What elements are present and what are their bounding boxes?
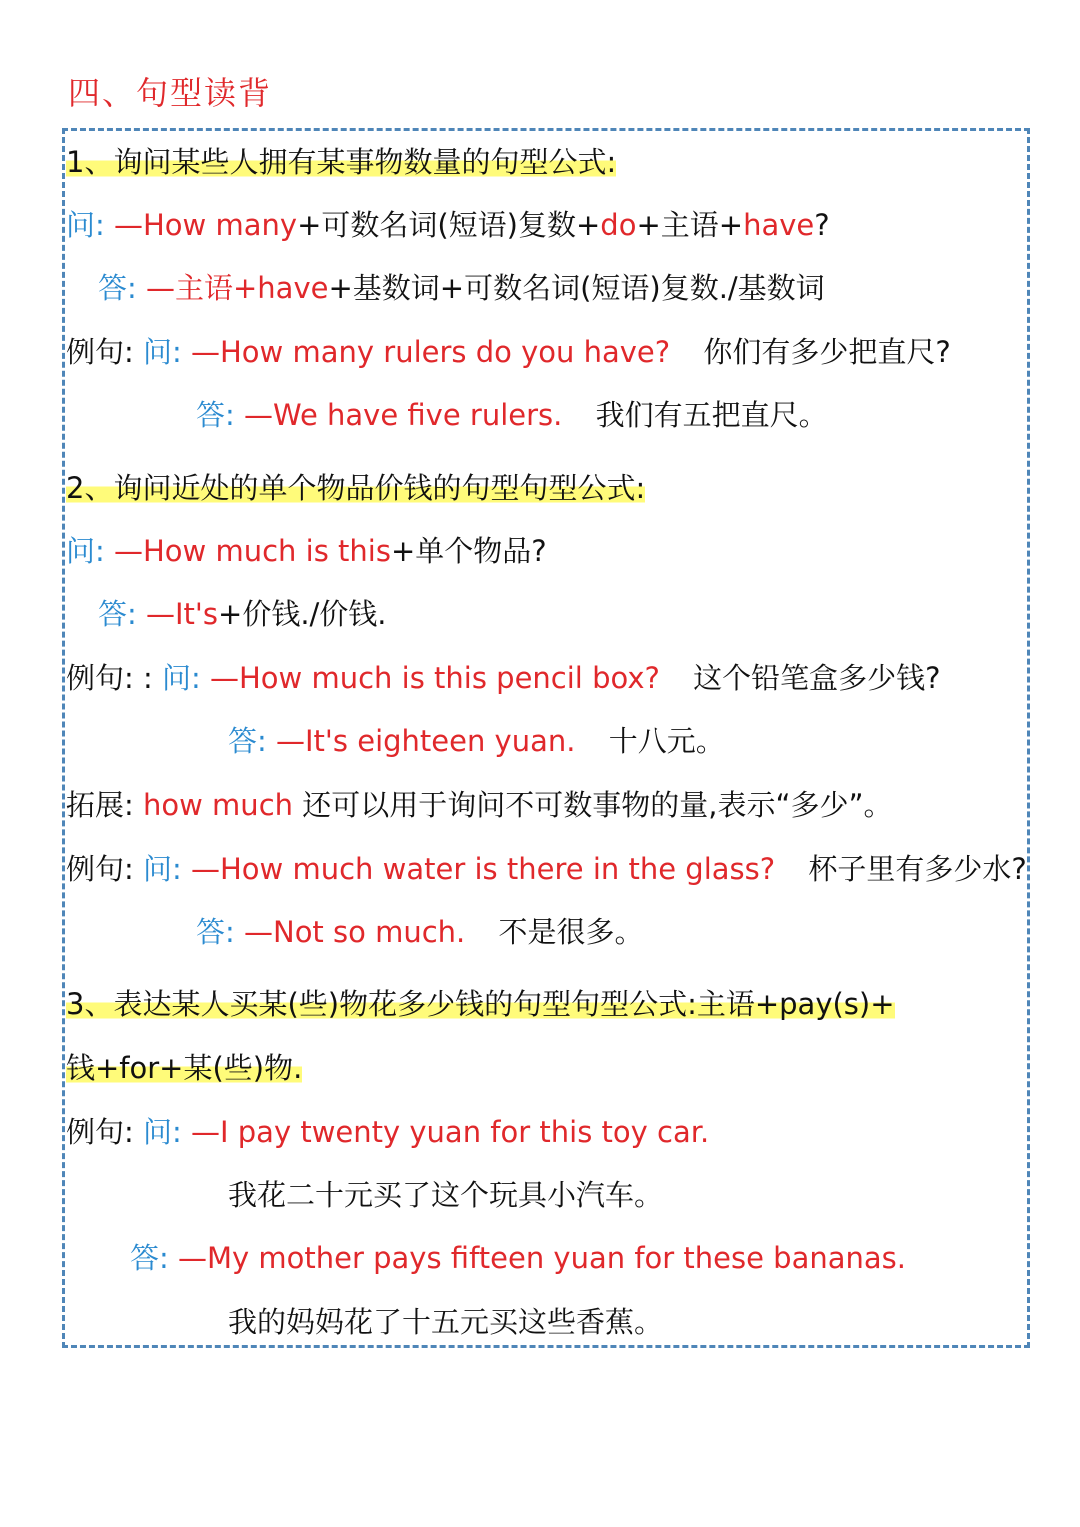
s1-answer-formula xyxy=(98,268,825,308)
s1-example-question xyxy=(66,332,951,372)
s1-ex-label: 例句: xyxy=(66,335,134,369)
s1-example-answer xyxy=(196,395,828,435)
s2-example2-question xyxy=(66,849,1027,889)
s1-q-part-3: +主语+ xyxy=(636,208,744,242)
s1-q-part-4: have xyxy=(743,208,815,242)
s2-ex2-q-cn: 杯子里有多少水? xyxy=(808,852,1027,886)
s3-example-answer xyxy=(130,1238,906,1278)
s3-example-question xyxy=(66,1112,709,1152)
s2-ex2-q-en: —How much water is there in the glass? xyxy=(191,852,776,886)
s1-q-part-1: +可数名词(短语)复数+ xyxy=(297,208,601,242)
s1-ex-q-en: —How many rulers do you have? xyxy=(191,335,671,369)
s3-ex-a-cn: 我的妈妈花了十五元买这些香蕉。 xyxy=(228,1305,664,1339)
s2-answer-formula xyxy=(98,594,387,634)
s3-ex-label: 例句: xyxy=(66,1115,134,1149)
s2-ex2-label: 例句: xyxy=(66,852,134,886)
s2-q-part-0: —How much is this xyxy=(114,534,391,568)
s2-example-answer xyxy=(228,721,725,761)
s3-ex-a-en: —My mother pays fifteen yuan for these bananas. xyxy=(178,1241,906,1275)
s2-ex-label: 例句: : xyxy=(66,661,153,695)
s1-heading-row xyxy=(66,142,616,182)
s1-ex-a-cn: 我们有五把直尺。 xyxy=(595,398,828,432)
s3-example-question-cn xyxy=(228,1175,663,1215)
s2-ext-en: how much xyxy=(143,788,294,822)
s3-heading-row-2 xyxy=(66,1048,302,1088)
s2-heading-row xyxy=(66,468,645,508)
s2-ex-q-cn: 这个铅笔盒多少钱? xyxy=(693,661,941,695)
s2-a-part-1: +价钱./价钱. xyxy=(218,597,387,631)
s3-heading-row-1 xyxy=(66,984,895,1024)
s2-ex2-a-cn: 不是很多。 xyxy=(498,915,644,949)
s1-q-part-2: do xyxy=(600,208,637,242)
s2-ex-q-en: —How much is this pencil box? xyxy=(209,661,660,695)
s1-question-formula xyxy=(66,205,830,245)
section-title: 四、句型读背 xyxy=(68,74,273,112)
s2-ex-a-cn: 十八元。 xyxy=(608,724,725,758)
s1-ex-q-cn: 你们有多少把直尺? xyxy=(703,335,951,369)
s3-ex-a-label: 答: xyxy=(130,1241,169,1275)
s2-example2-answer xyxy=(196,912,644,952)
s2-ex-a-en: —It's eighteen yuan. xyxy=(276,724,576,758)
s2-ex2-q-label: 问: xyxy=(143,852,182,886)
s2-ex2-a-label: 答: xyxy=(196,915,235,949)
s2-q-part-1: +单个物品? xyxy=(390,534,547,568)
s2-heading: 2、询问近处的单个物品价钱的句型句型公式: xyxy=(66,471,646,505)
s2-question-formula xyxy=(66,531,547,571)
s2-ex-q-label: 问: xyxy=(161,661,201,695)
s1-heading: 1、询问某些人拥有某事物数量的句型公式: xyxy=(66,145,617,179)
s1-a-part-0: —主语+have xyxy=(146,271,329,305)
s3-ex-q-label: 问: xyxy=(143,1115,182,1149)
s1-ex-a-label: 答: xyxy=(196,398,235,432)
s2-ext-cn: 还可以用于询问不可数事物的量,表示“多少”。 xyxy=(302,788,893,822)
s3-ex-q-cn: 我花二十元买了这个玩具小汽车。 xyxy=(228,1178,664,1212)
s2-ext-label: 拓展: xyxy=(66,788,134,822)
s1-q-part-0: —How many xyxy=(114,208,298,242)
s3-heading-1: 3、表达某人买某(些)物花多少钱的句型句型公式:主语+pay(s)+ xyxy=(66,987,895,1021)
s2-ex-a-label: 答: xyxy=(228,724,267,758)
s3-example-answer-cn xyxy=(228,1302,663,1342)
s1-a-label: 答: xyxy=(98,271,137,305)
s1-ex-q-label: 问: xyxy=(143,335,182,369)
s3-ex-q-en: —I pay twenty yuan for this toy car. xyxy=(191,1115,710,1149)
s2-a-label: 答: xyxy=(98,597,137,631)
s2-extension xyxy=(66,785,893,825)
s1-q-part-5: ? xyxy=(814,208,830,242)
s1-q-label: 问: xyxy=(66,208,105,242)
s2-q-label: 问: xyxy=(66,534,105,568)
s1-ex-a-en: —We have five rulers. xyxy=(244,398,563,432)
s2-ex2-a-en: —Not so much. xyxy=(244,915,466,949)
s2-example-question xyxy=(66,658,941,698)
s1-a-part-1: +基数词+可数名词(短语)复数./基数词 xyxy=(328,271,825,305)
s2-a-part-0: —It's xyxy=(146,597,219,631)
s3-heading-2: 钱+for+某(些)物. xyxy=(66,1051,303,1085)
